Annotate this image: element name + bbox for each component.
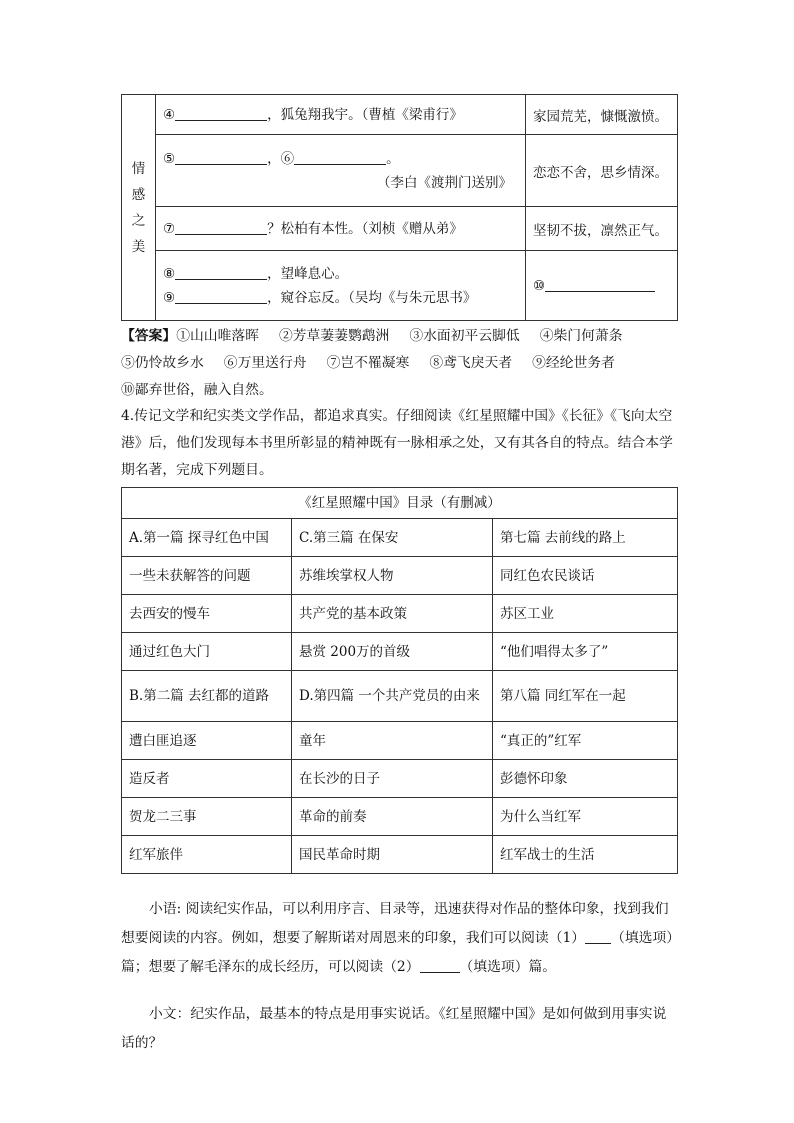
question-4: 4.传记文学和纪实类文学作品，都追求真实。仔细阅读《红星照耀中国》《长征》《飞向太空 港》后，他们发现每本书里所彰显的精神既有一脉相承之处，又有其各自的特点。结合本学 期名著，完成下列题目。 xyxy=(121,408,673,478)
answer-label: 【答案】 xyxy=(121,328,177,344)
xiaowen-paragraph: 小文：纪实作品，最基本的特点是用事实说话。《红星照耀中国》是如何做到用事实说 话的？ xyxy=(121,1006,667,1051)
table-row: 通过红色大门 悬赏 200万的首级 “他们唱得太多了” xyxy=(122,633,678,671)
blank-4[interactable] xyxy=(175,106,267,121)
table-row: 造反者 在长沙的日子 彭德怀印象 xyxy=(122,760,678,798)
table-row: 贺龙二三事 革命的前奏 为什么当红军 xyxy=(122,798,678,836)
category-cell: 情 感 之 美 xyxy=(122,95,156,321)
answer-blank-2[interactable] xyxy=(420,958,460,973)
fill-cell-7: ⑦ ？松柏有本性。（刘桢《赠从弟》 xyxy=(156,207,526,251)
contents-title: 《红星照耀中国》目录（有删减） xyxy=(122,488,678,519)
blank-8[interactable] xyxy=(175,265,267,280)
blank-7[interactable] xyxy=(175,220,267,235)
fill-cell-4: ④ ，狐兔翔我宇。（曹植《梁甫行》 xyxy=(156,95,526,135)
table-row: B.第二篇 去红都的道路 D.第四篇 一个共产党员的由来 第八篇 同红军在一起 xyxy=(122,671,678,722)
answer-blank-1[interactable] xyxy=(585,929,611,944)
table-row: 一些未获解答的问题 苏维埃掌权人物 同红色农民谈话 xyxy=(122,557,678,595)
blank-9[interactable] xyxy=(175,289,267,304)
meaning-cell: 家园荒芜，慷慨激愤。 xyxy=(526,95,678,135)
meaning-cell: 恋恋不舍，思乡情深。 xyxy=(526,135,678,207)
fill-cell-5-6: ⑤ ，⑥ 。 （李白《渡荆门送别》 xyxy=(156,135,526,207)
poetry-table xyxy=(121,94,678,321)
xiaoyu-paragraph: 小语: 阅读纪实作品，可以利用序言、目录等，迅速获得对作品的整体印象，找到我们 想要阅读的内容。例如，想要了解斯诺对周恩来的印象，我们可以阅读（1） （填选项） 篇；想要了解毛泽东的成长经历，可以阅读（2） （填选项）篇。 xyxy=(121,901,681,975)
answer-block: 【答案】①山山唯落晖 ②芳草萋萋鹦鹉洲 ③水面初平云脚低 ④柴门何萧条 ⑤仍怜故乡水 ⑥万里送行舟 ⑦岂不罹凝寒 ⑧鸢飞戾天者 ⑨经纶世务者 ⑩鄙弃世俗，融入自然。 xyxy=(121,328,623,398)
blank-10[interactable] xyxy=(545,277,655,292)
blank-5[interactable] xyxy=(175,150,267,165)
table-row: 去西安的慢车 共产党的基本政策 苏区工业 xyxy=(122,595,678,633)
table-row: 遭白匪追逐 童年 “真正的”红军 xyxy=(122,722,678,760)
fill-cell-8-9: ⑧ ，望峰息心。 ⑨ ，窥谷忘反。（吴均《与朱元思书》 xyxy=(156,251,526,321)
meaning-cell: 坚韧不拔，凛然正气。 xyxy=(526,207,678,251)
contents-table xyxy=(121,487,678,874)
table-row: 红军旅伴 国民革命时期 红军战士的生活 xyxy=(122,836,678,874)
blank-6[interactable] xyxy=(294,150,386,165)
table-row: A.第一篇 探寻红色中国 C.第三篇 在保安 第七篇 去前线的路上 xyxy=(122,519,678,557)
meaning-cell-10: ⑩ xyxy=(526,251,678,321)
